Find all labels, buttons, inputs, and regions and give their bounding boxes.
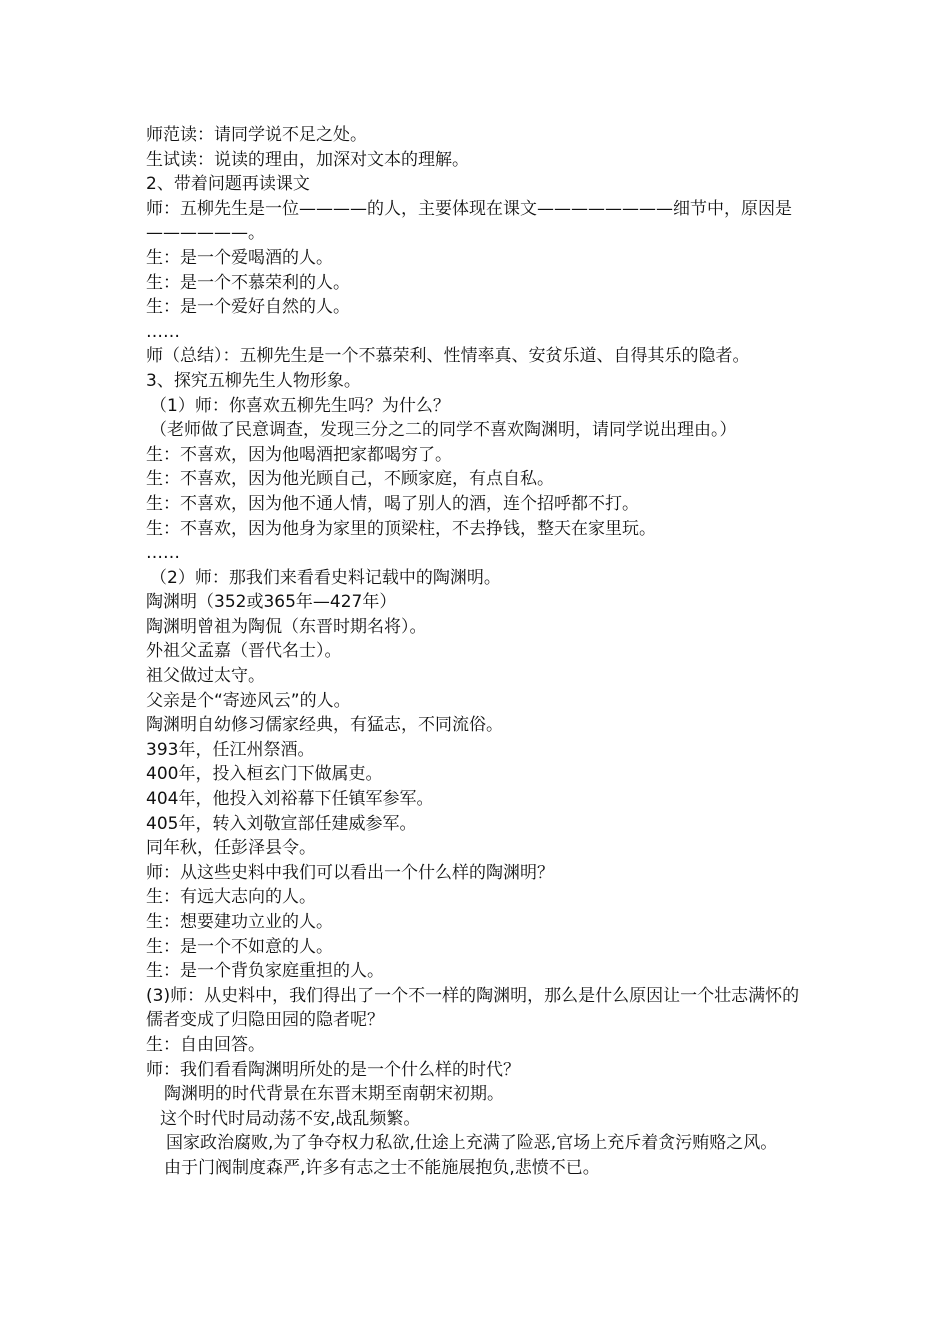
student-answer-line: 生：是一个背负家庭重担的人。 <box>146 961 384 982</box>
history-line: 393年，任江州祭酒。 <box>146 739 315 760</box>
teacher-demo-reading-line: 师范读：请同学说不足之处。 <box>146 125 367 145</box>
history-line: 同年秋，任彭泽县令。 <box>146 838 316 859</box>
history-line: 父亲是个“寄迹风云”的人。 <box>146 690 351 711</box>
student-answer-line: 生：不喜欢，因为他光顾自己，不顾家庭，有点自私。 <box>146 469 554 490</box>
history-line: 祖父做过太守。 <box>146 666 265 687</box>
history-line: 陶渊明（352或365年—427年） <box>146 592 397 613</box>
student-answer-line: 生：不喜欢，因为他喝酒把家都喝穷了。 <box>146 444 452 465</box>
document-page <box>146 123 814 1181</box>
student-answer-line: 生：不喜欢，因为他身为家里的顶梁柱，不去挣钱，整天在家里玩。 <box>146 518 656 539</box>
teacher-question-3-line: (3)师：从史料中，我们得出了一个不一样的陶渊明，那么是什么原因让一个壮志满怀的儒者变成了归隐田园的隐者呢？ <box>146 985 800 1031</box>
student-answer-line: 生：想要建功立业的人。 <box>146 912 333 932</box>
student-answer-line: 生：有远大志向的人。 <box>146 887 316 908</box>
history-line: 400年，投入桓玄门下做属吏。 <box>146 764 383 785</box>
student-answer-line: 生：是一个爱好自然的人。 <box>146 297 350 318</box>
era-background-line: 由于门阀制度森严,许多有志之士不能施展抱负,悲愤不已。 <box>164 1157 600 1178</box>
student-trial-reading-line: 生试读：说读的理由，加深对文本的理解。 <box>146 149 469 170</box>
teacher-question-1-line: （1）师：你喜欢五柳先生吗？为什么？ <box>150 395 450 416</box>
student-answer-line: 生：不喜欢，因为他不通人情，喝了别人的酒，连个招呼都不打。 <box>146 493 639 514</box>
history-line: 陶渊明曾祖为陶侃（东晋时期名将）。 <box>146 616 427 637</box>
teacher-question-line: 师：我们看看陶渊明所处的是一个什么样的时代？ <box>146 1059 520 1080</box>
section-heading-2: 2、带着问题再读课文 <box>146 174 310 195</box>
era-background-line: 陶渊明的时代背景在东晋末期至南朝宋初期。 <box>164 1084 504 1105</box>
history-line: 404年，他投入刘裕幕下任镇军参军。 <box>146 789 434 810</box>
history-line: 405年，转入刘敬宣部任建威参军。 <box>146 813 417 834</box>
teacher-note-line: （老师做了民意调查，发现三分之二的同学不喜欢陶渊明，请同学说出理由。） <box>150 420 737 441</box>
teacher-question-line: 师：五柳先生是一位————的人，主要体现在课文————————细节中，原因是——————。 <box>146 198 792 244</box>
teacher-question-line: 师：从这些史料中我们可以看出一个什么样的陶渊明？ <box>146 862 554 883</box>
history-line: 陶渊明自幼修习儒家经典，有猛志，不同流俗。 <box>146 715 503 736</box>
student-answer-line: 生：是一个爱喝酒的人。 <box>146 247 333 268</box>
ellipsis-line: …… <box>146 543 180 564</box>
history-line: 外祖父孟嘉（晋代名士）。 <box>146 641 342 662</box>
section-heading-3: 3、探究五柳先生人物形象。 <box>146 370 361 391</box>
era-background-line: 这个时代时局动荡不安,战乱频繁。 <box>160 1108 421 1129</box>
ellipsis-line: …… <box>146 321 180 342</box>
teacher-summary-line: 师（总结）：五柳先生是一个不慕荣利、性情率真、安贫乐道、自得其乐的隐者。 <box>146 346 750 367</box>
student-answer-line: 生：自由回答。 <box>146 1034 265 1055</box>
era-background-line: 国家政治腐败,为了争夺权力私欲,仕途上充满了险恶,官场上充斥着贪污贿赂之风。 <box>166 1133 778 1154</box>
teacher-question-2-line: （2）师：那我们来看看史料记载中的陶渊明。 <box>150 567 501 588</box>
student-answer-line: 生：是一个不如意的人。 <box>146 936 333 957</box>
student-answer-line: 生：是一个不慕荣利的人。 <box>146 272 350 293</box>
